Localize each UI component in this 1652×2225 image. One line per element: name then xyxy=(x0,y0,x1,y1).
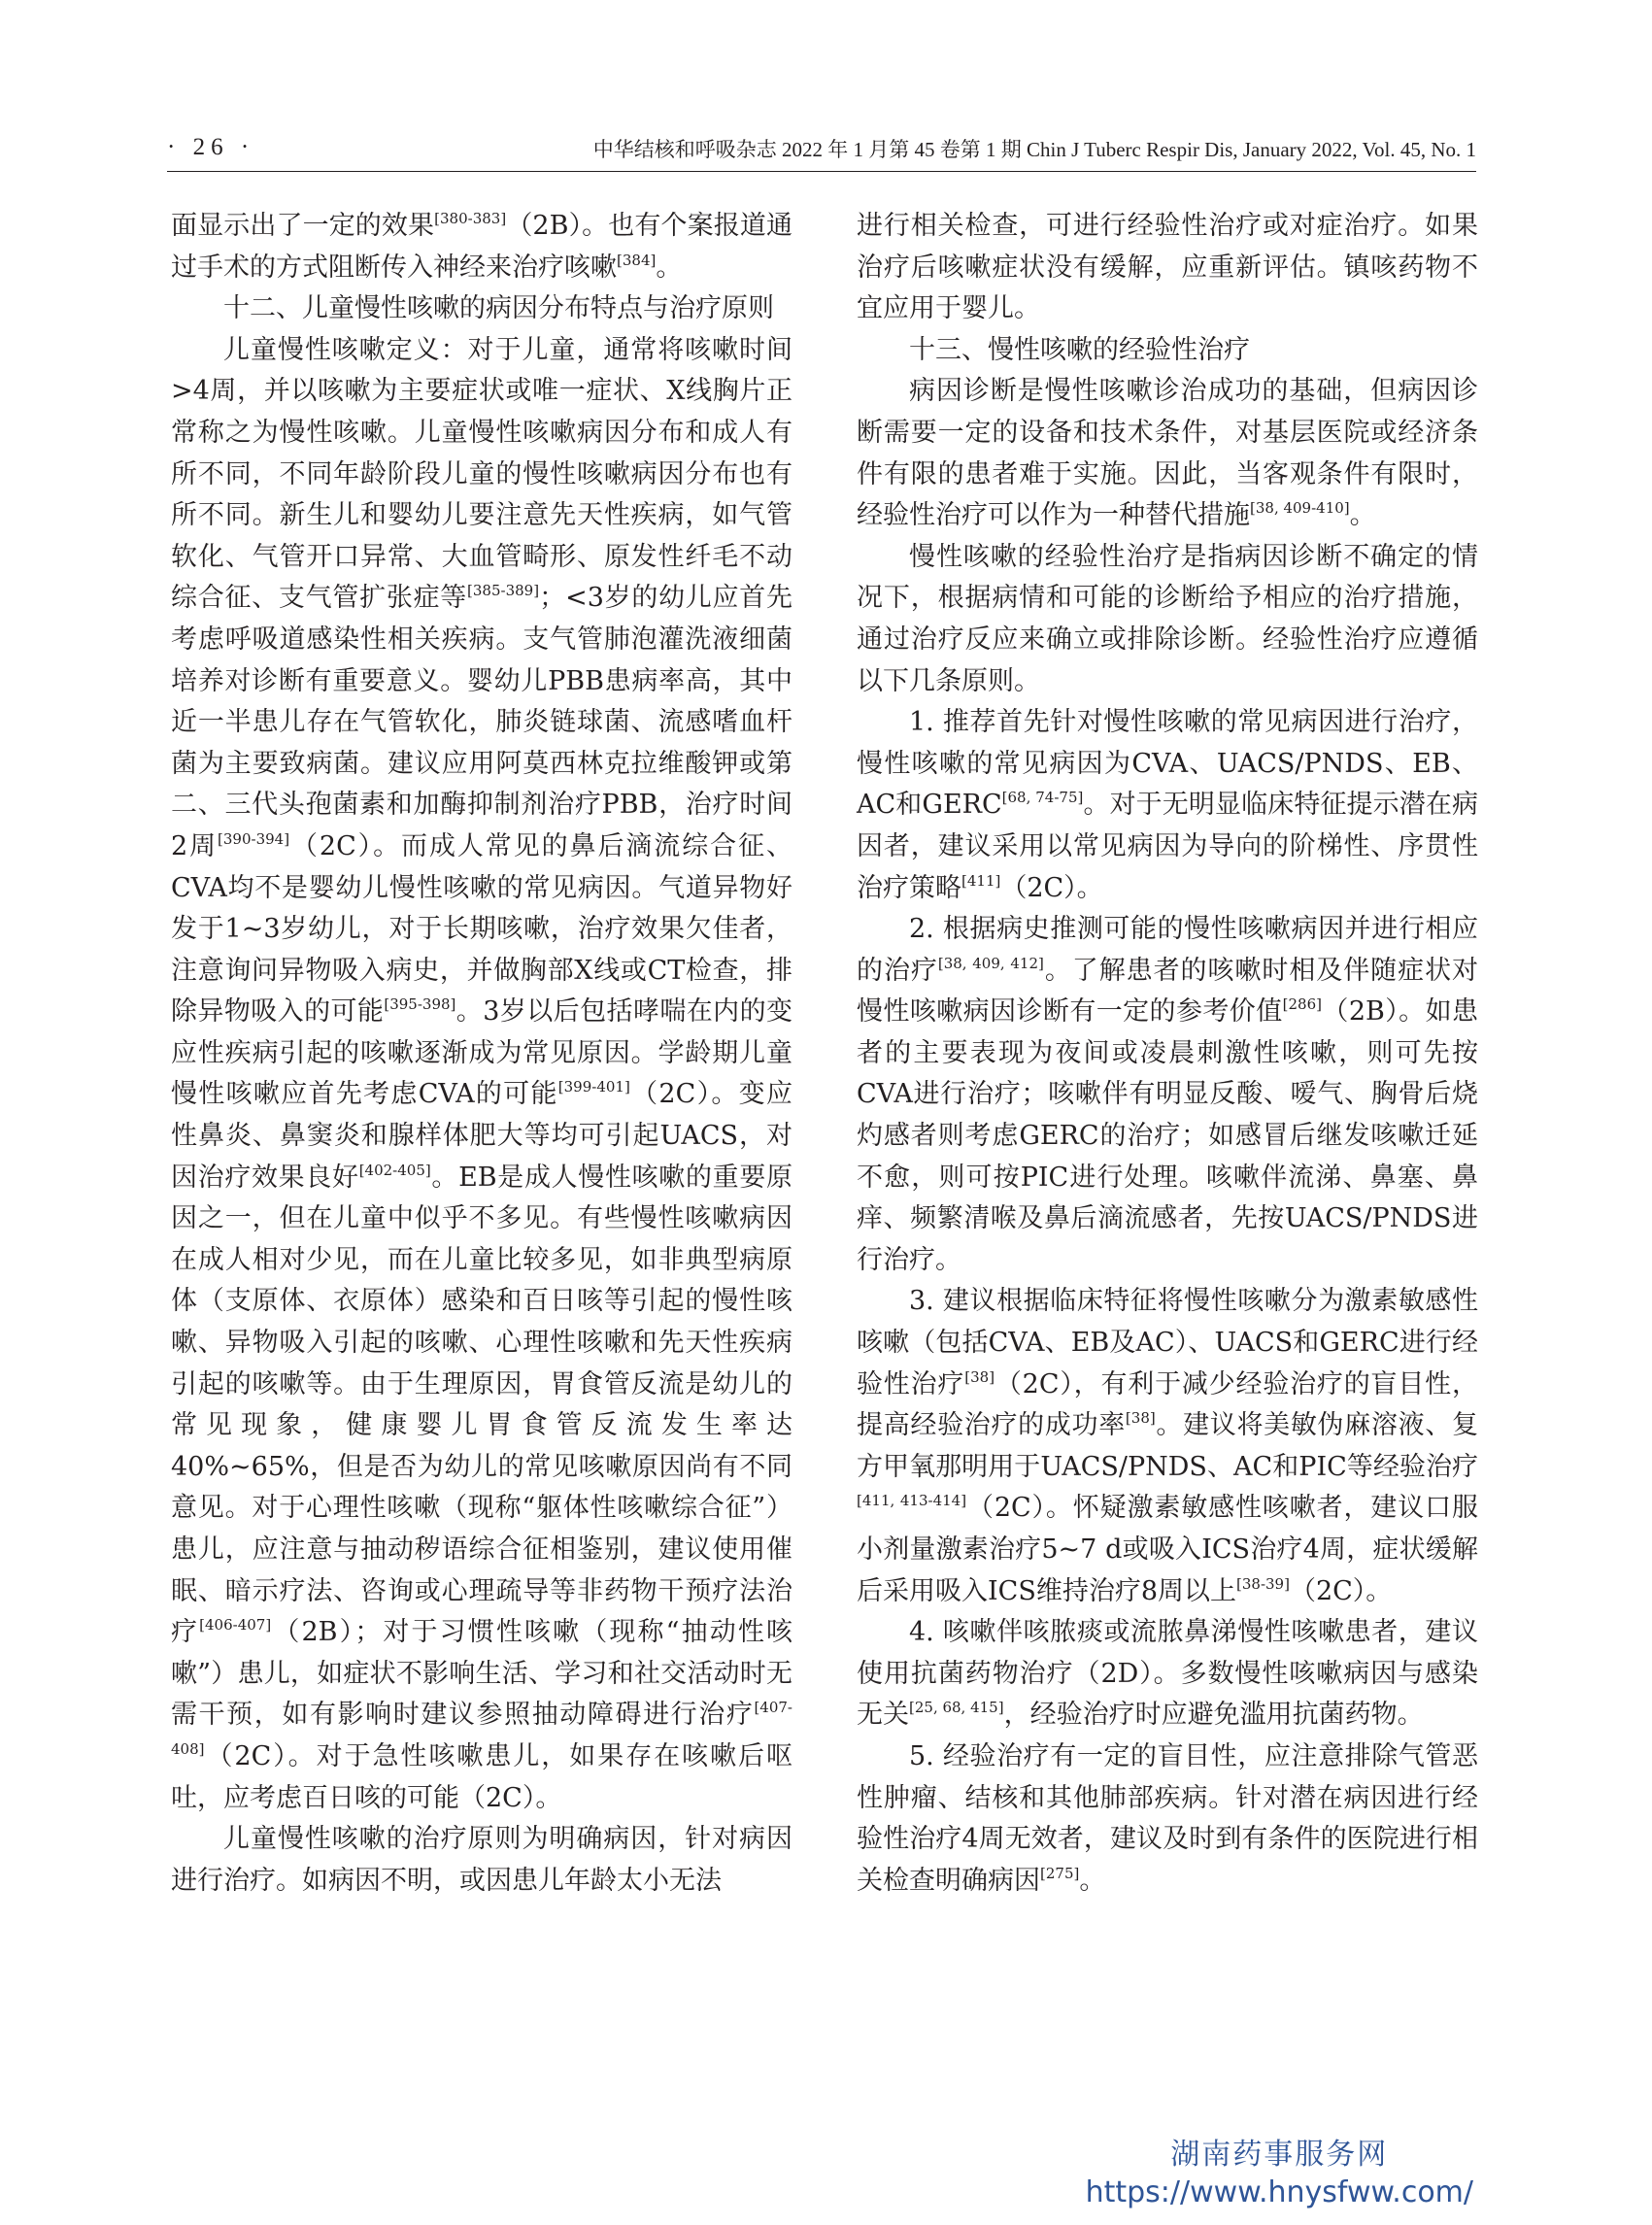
text-run: 儿童慢性咳嗽定义：对于儿童，通常将咳嗽时间>4周，并以咳嗽为主要症状或唯一症状、X线胸片正常称之为慢性咳嗽。儿童慢性咳嗽病因分布和成人有所不同，不同年龄阶段儿童的慢性咳嗽病因分布也有所不同。新生儿和婴幼儿要注意先天性疾病，如气管软化、气管开口异常、大血管畸形、原发性纤毛不动综合征、支气管扩张症等 xyxy=(171,334,792,614)
text-run: 。EB是成人慢性咳嗽的重要原因之一，但在儿童中似乎不多见。有些慢性咳嗽病因在成人相对少见，而在儿童比较多见，如非典型病原体（支原体、衣原体）感染和百日咳等引起的慢性咳嗽、异物吸入引起的咳嗽、心理性咳嗽和先天性疾病引起的咳嗽等。由于生理原因，胃食管反流是幼儿的常见现象，健康婴儿胃食管反流发生率达40%~65%，但是否为幼儿的常见咳嗽原因尚有不同意见。对于心理性咳嗽（现称“躯体性咳嗽综合征”）患儿，应注意与抽动秽语综合征相鉴别，建议使用催眠、暗示疗法、咨询或心理疏导等非药物干预疗法治疗 xyxy=(171,1162,792,1648)
body-paragraph xyxy=(857,1281,1478,1612)
citation-ref: [406-407] xyxy=(199,1616,272,1635)
text-run: （2B）。如患者的主要表现为夜间或凌晨刺激性咳嗽，则可先按CVA进行治疗；咳嗽伴有明显反酸、嗳气、胸骨后烧灼感者则考虑GERC的治疗；如感冒后继发咳嗽迁延不愈，则可按PIC进行处理。咳嗽伴流涕、鼻塞、鼻痒、频繁清喉及鼻后滴流感者，先按UACS/PNDS进行治疗。 xyxy=(857,996,1478,1275)
citation-ref: [68, 74-75] xyxy=(1001,789,1084,807)
text-run: （2C）。 xyxy=(1289,1575,1393,1606)
body-paragraph xyxy=(171,330,792,1819)
citation-ref: [399-401] xyxy=(557,1078,630,1096)
body-paragraph xyxy=(857,909,1478,1281)
site-watermark xyxy=(1086,2137,1473,2212)
citation-ref: [390-394] xyxy=(218,829,290,848)
text-run: （2C），有利于减少经验治疗的盲目性，提高经验治疗的成功率 xyxy=(857,1368,1478,1441)
text-run: 4. 咳嗽伴咳脓痰或流脓鼻涕慢性咳嗽患者，建议使用抗菌药物治疗（2D）。多数慢性咳嗽病因与感染无关 xyxy=(857,1617,1478,1731)
text-run: （2C）。而成人常见的鼻后滴流综合征、CVA均不是婴幼儿慢性咳嗽的常见病因。气道异物好发于1~3岁幼儿，对于长期咳嗽，治疗效果欠佳者，注意询问异物吸入病史，并做胸部X线或CT检查，排除异物吸入的可能 xyxy=(171,830,792,1028)
body-paragraph xyxy=(857,702,1478,909)
text-run: ；<3岁的幼儿应首先考虑呼吸道感染性相关疾病。支气管肺泡灌洗液细菌培养对诊断有重要意义。婴幼儿PBB患病率高，其中近一半患儿存在气管软化，肺炎链球菌、流感嗜血杆菌为主要致病菌。建议应用阿莫西林克拉维酸钾或第二、三代头孢菌素和加酶抑制剂治疗PBB，治疗时间2周 xyxy=(171,583,792,861)
citation-ref: [402-405] xyxy=(358,1161,431,1179)
citation-ref: [38] xyxy=(964,1367,995,1386)
left-column xyxy=(171,206,792,1902)
text-run: 5. 经验治疗有一定的盲目性，应注意排除气管恶性肿瘤、结核和其他肺部疾病。针对潜在病因进行经验性治疗4周无效者，建议及时到有条件的医院进行相关检查明确病因 xyxy=(857,1740,1478,1896)
text-run: 1. 推荐首先针对慢性咳嗽的常见病因进行治疗，慢性咳嗽的常见病因为CVA、UACS/PNDS、EB、AC和GERC xyxy=(857,707,1478,821)
body-paragraph xyxy=(857,1736,1478,1902)
citation-ref: [411, 413-414] xyxy=(857,1492,967,1510)
text-run: （2B）；对于习惯性咳嗽（现称“抽动性咳嗽”）患儿，如症状不影响生活、学习和社交活动时无需干预，如有影响时建议参照抽动障碍进行治疗 xyxy=(171,1617,793,1731)
text-run: （2C）。 xyxy=(1000,872,1103,903)
text-run: 。了解患者的咳嗽时相及伴随症状对慢性咳嗽病因诊断有一定的参考价值 xyxy=(857,955,1479,1028)
text-run: 。建议将美敏伪麻溶液、复方甲氧那明用于UACS/PNDS、AC和PIC等经验治疗 xyxy=(857,1410,1479,1482)
citation-ref: [275] xyxy=(1040,1864,1080,1882)
text-run: 进行相关检查，可进行经验性治疗或对症治疗。如果治疗后咳嗽症状没有缓解，应重新评估。镇咳药物不宜应用于婴儿。 xyxy=(857,211,1478,324)
page-number: · 26 · xyxy=(167,134,255,160)
section-heading xyxy=(171,288,792,330)
citation-ref: [384] xyxy=(617,251,657,269)
text-run: 3. 建议根据临床特征将慢性咳嗽分为激素敏感性咳嗽（包括CVA、EB及AC）、UACS和GERC进行经验性治疗 xyxy=(857,1286,1478,1399)
citation-ref: [38, 409-410] xyxy=(1250,499,1350,518)
journal-citation: 中华结核和呼吸杂志 2022 年 1 月第 45 卷第 1 期 Chin J Tuberc Respir Dis, January 2022, Vol. 45, No. 1 xyxy=(592,138,1476,161)
text-run: （2C）。怀疑激素敏感性咳嗽者，建议口服小剂量激素治疗5~7 d或吸入ICS治疗4周，症状缓解后采用吸入ICS维持治疗8周以上 xyxy=(857,1493,1478,1606)
body-paragraph xyxy=(857,1612,1478,1736)
watermark-site-name: 湖南药事服务网 xyxy=(1170,2138,1389,2172)
text-run: 2. 根据病史推测可能的慢性咳嗽病因并进行相应的治疗 xyxy=(857,914,1478,986)
continued-paragraph xyxy=(171,206,792,288)
text-run: 十二、儿童慢性咳嗽的病因分布特点与治疗原则 xyxy=(223,293,774,324)
text-run: 病因诊断是慢性咳嗽诊治成功的基础，但病因诊断需要一定的设备和技术条件，对基层医院或经济条件有限的患者难于实施。因此，当客观条件有限时，经验性治疗可以作为一种替代措施 xyxy=(857,376,1478,531)
continued-paragraph xyxy=(857,206,1478,330)
body-paragraph xyxy=(171,1819,792,1902)
text-run: 面显示出了一定的效果 xyxy=(171,211,435,241)
citation-ref: [407-408] xyxy=(171,1699,792,1758)
citation-ref: [25, 68, 415] xyxy=(909,1699,1004,1717)
text-run: （2C）。变应性鼻炎、鼻窦炎和腺样体肥大等均可引起UACS，对因治疗效果良好 xyxy=(171,1079,792,1193)
watermark-url: https://www.hnysfww.com/ xyxy=(1085,2175,1473,2209)
citation-ref: [380-383] xyxy=(434,210,507,227)
text-run: 慢性咳嗽的经验性治疗是指病因诊断不确定的情况下，根据病情和可能的诊断给予相应的治疗措施，通过治疗反应来确立或排除诊断。经验性治疗应遵循以下几条原则。 xyxy=(857,541,1478,696)
text-run: 。 xyxy=(1349,500,1376,531)
text-run: （2B）。也有个案报道通过手术的方式阻断传入神经来治疗咳嗽 xyxy=(171,211,792,283)
text-run: 。对于无明显临床特征提示潜在病因者，建议采用以常见病因为导向的阶梯性、序贯性治疗策略 xyxy=(857,790,1478,903)
text-run: （2C）。对于急性咳嗽患儿，如果存在咳嗽后呕吐，应考虑百日咳的可能（2C）。 xyxy=(171,1740,792,1813)
text-run: 。 xyxy=(656,252,683,283)
text-run: 儿童慢性咳嗽的治疗原则为明确病因，针对病因进行治疗。如病因不明，或因患儿年龄太小无法 xyxy=(171,1824,792,1896)
citation-ref: [38-39] xyxy=(1236,1574,1290,1593)
right-column xyxy=(857,206,1478,1902)
text-run: 。 xyxy=(1079,1865,1106,1896)
citation-ref: [411] xyxy=(961,871,1001,890)
body-paragraph xyxy=(857,537,1478,702)
section-heading xyxy=(857,330,1478,372)
citation-ref: [286] xyxy=(1282,995,1322,1014)
body-paragraph xyxy=(857,371,1478,536)
citation-ref: [38] xyxy=(1125,1409,1156,1428)
citation-ref: [38, 409, 412] xyxy=(937,954,1044,972)
text-run: ，经验治疗时应避免滥用抗菌药物。 xyxy=(1003,1700,1424,1731)
text-run: 十三、慢性咳嗽的经验性治疗 xyxy=(909,334,1250,365)
citation-ref: [385-389] xyxy=(467,582,540,600)
running-header xyxy=(167,128,1476,172)
text-run: 。3岁以后包括哮喘在内的变应性疾病引起的咳嗽逐渐成为常见原因。学龄期儿童慢性咳嗽应首先考虑CVA的可能 xyxy=(171,996,792,1110)
citation-ref: [395-398] xyxy=(384,995,456,1014)
